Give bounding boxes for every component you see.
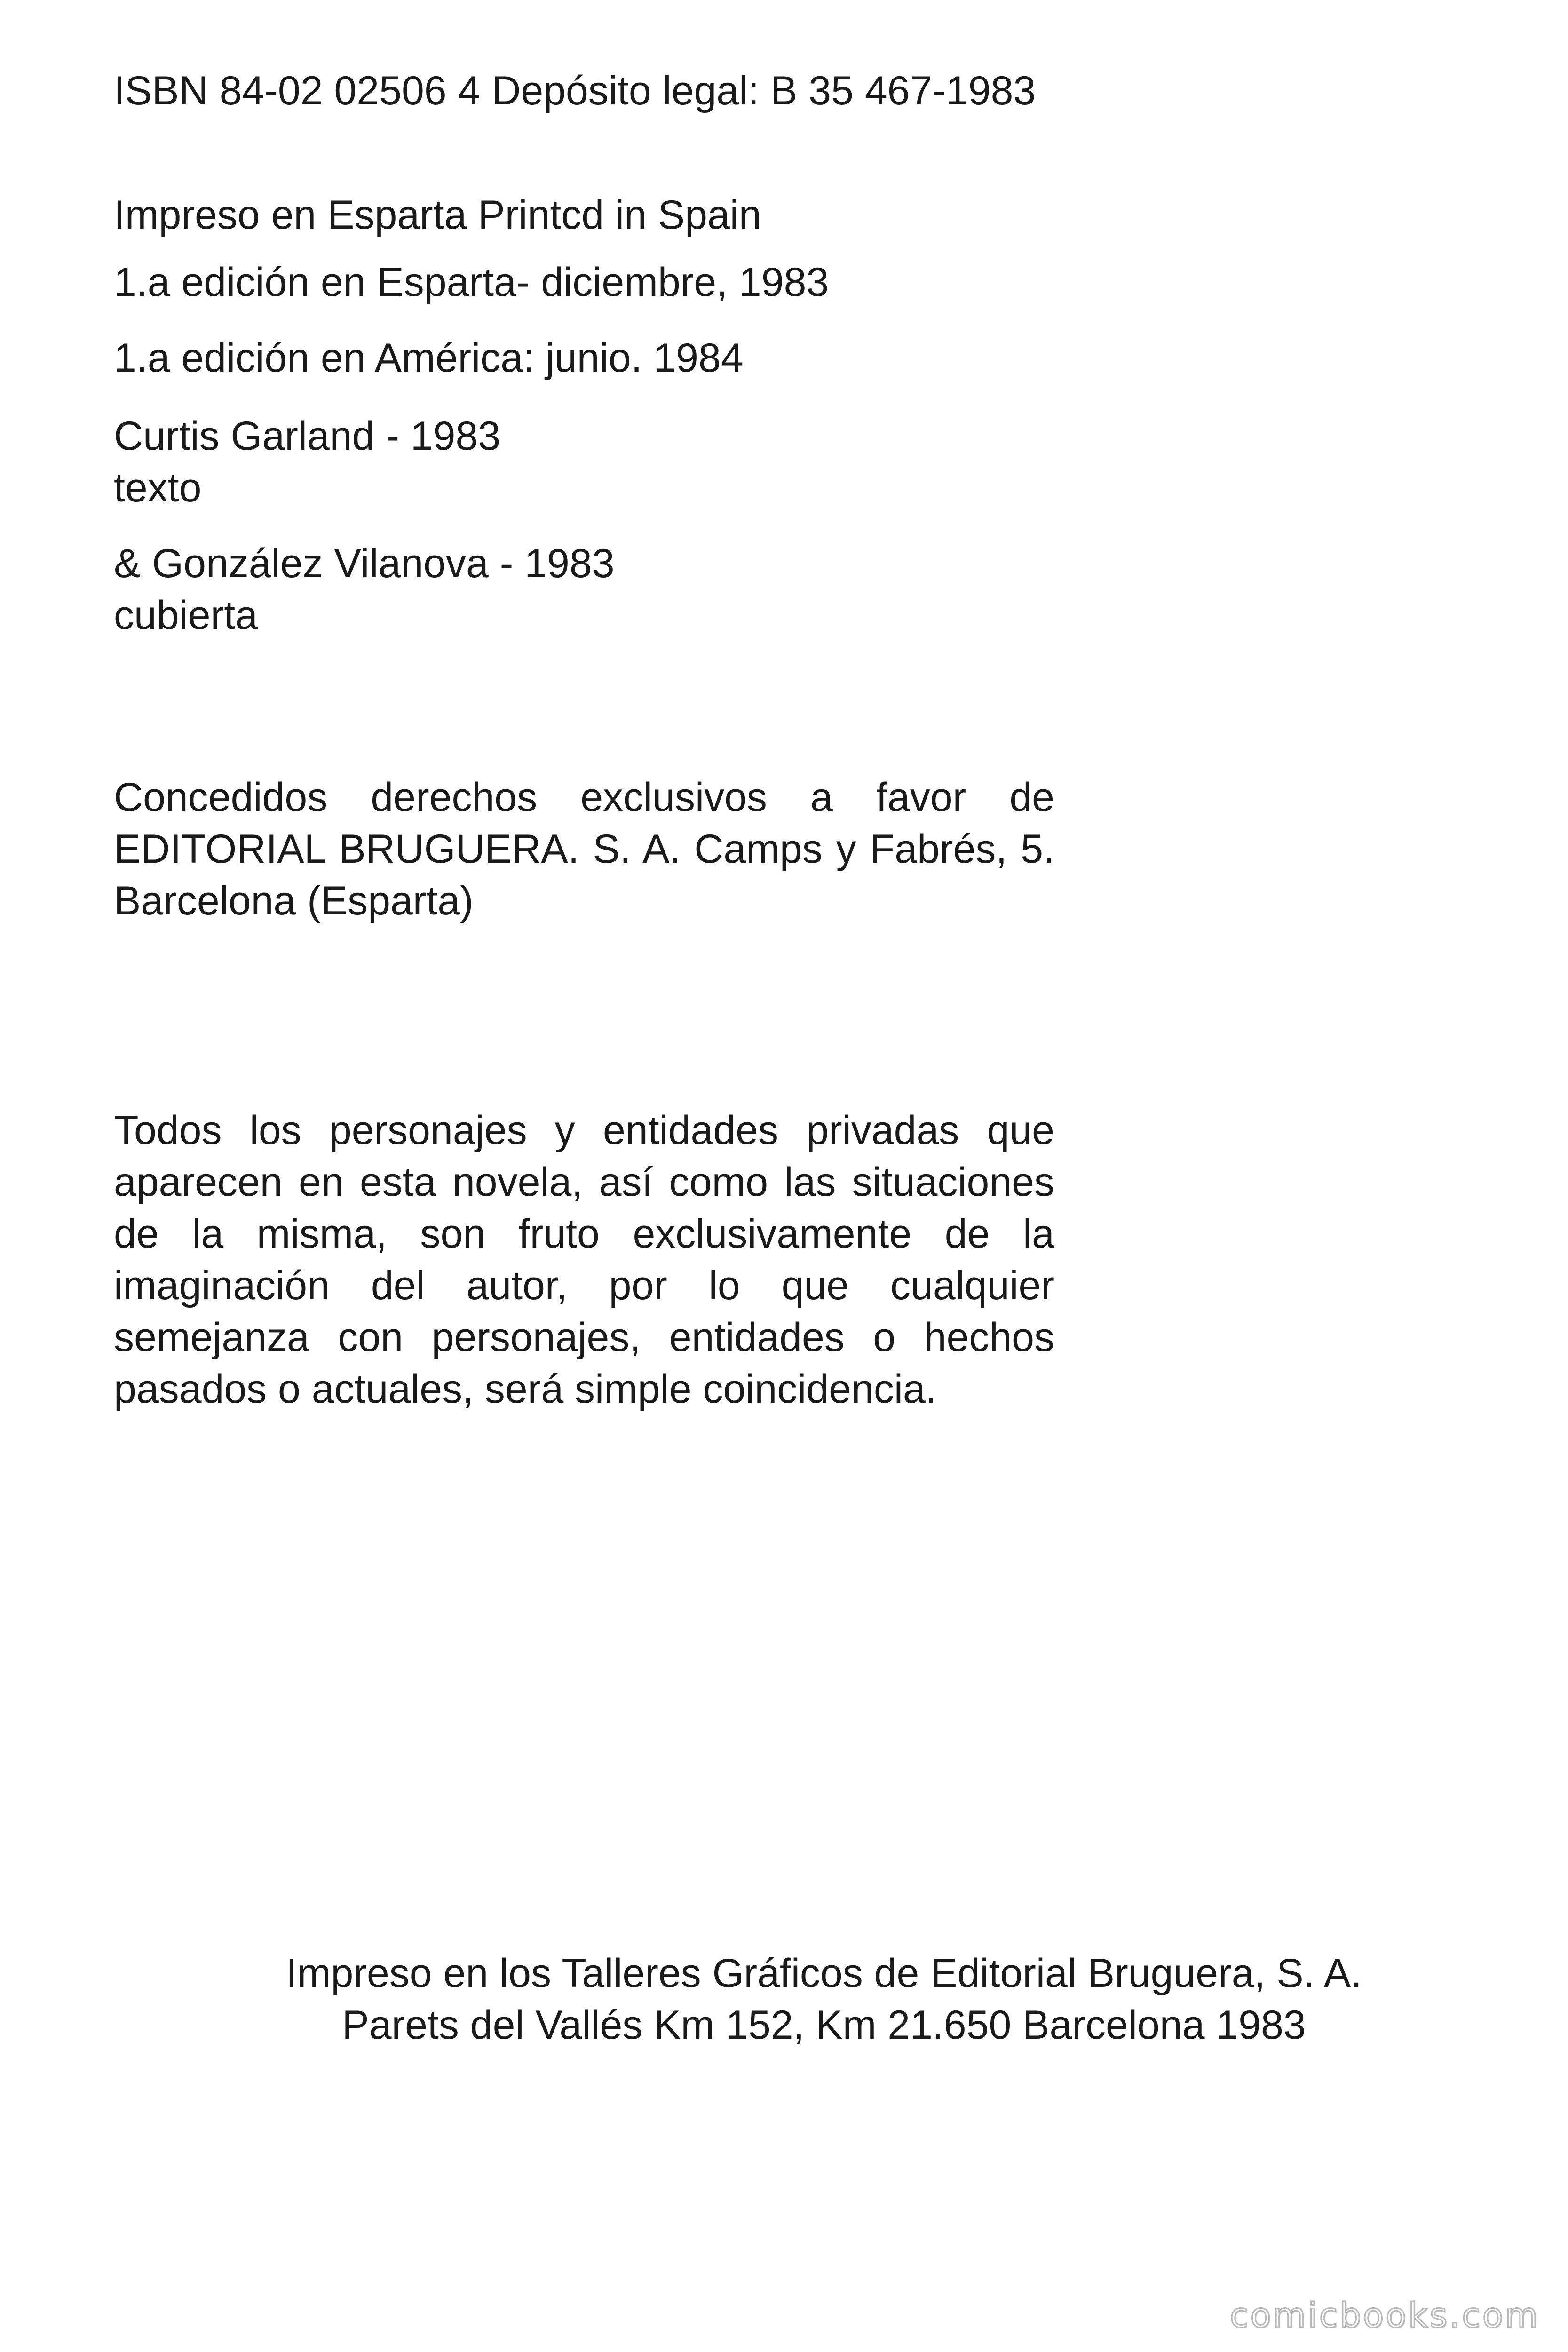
printer-line-1: Impreso en los Talleres Gráficos de Editorial Bruguera, S. A. bbox=[285, 1951, 1362, 1996]
printer-footer bbox=[0, 1947, 1568, 2051]
printer-line-2: Parets del Vallés Km 152, Km 21.650 Barcelona 1983 bbox=[342, 2002, 1306, 2048]
isbn-legal-deposit: ISBN 84-02 02506 4 Depósito legal: B 35 467-1983 bbox=[114, 68, 1036, 113]
watermark: comicbooks.com bbox=[1229, 2296, 1540, 2335]
rights-notice: Concedidos derechos exclusivos a favor de EDITORIAL BRUGUERA. S. A. Camps y Fabrés, 5. Barcelona (Esparta) bbox=[114, 775, 1054, 923]
printed-in-line: Impreso en Esparta Printcd in Spain bbox=[114, 192, 761, 238]
cover-credit-block bbox=[114, 538, 1054, 641]
author-credit: Curtis Garland - 1983 bbox=[114, 413, 501, 459]
cover-credit: & González Vilanova - 1983 bbox=[114, 541, 615, 586]
author-role: texto bbox=[114, 465, 202, 510]
fiction-disclaimer: Todos los personajes y entidades privadas que aparecen en esta novela, así como las situaciones de la misma, son fruto exclusivamente de la imaginación del autor, por lo que cualquier semejanza con personajes, entidades o hechos pasados o actuales, será simple coincidencia. bbox=[114, 1108, 1054, 1412]
cover-role: cubierta bbox=[114, 593, 258, 638]
author-credit-block bbox=[114, 410, 1054, 514]
edition-america: 1.a edición en América: junio. 1984 bbox=[114, 335, 744, 381]
edition-spain: 1.a edición en Esparta- diciembre, 1983 bbox=[114, 260, 829, 305]
